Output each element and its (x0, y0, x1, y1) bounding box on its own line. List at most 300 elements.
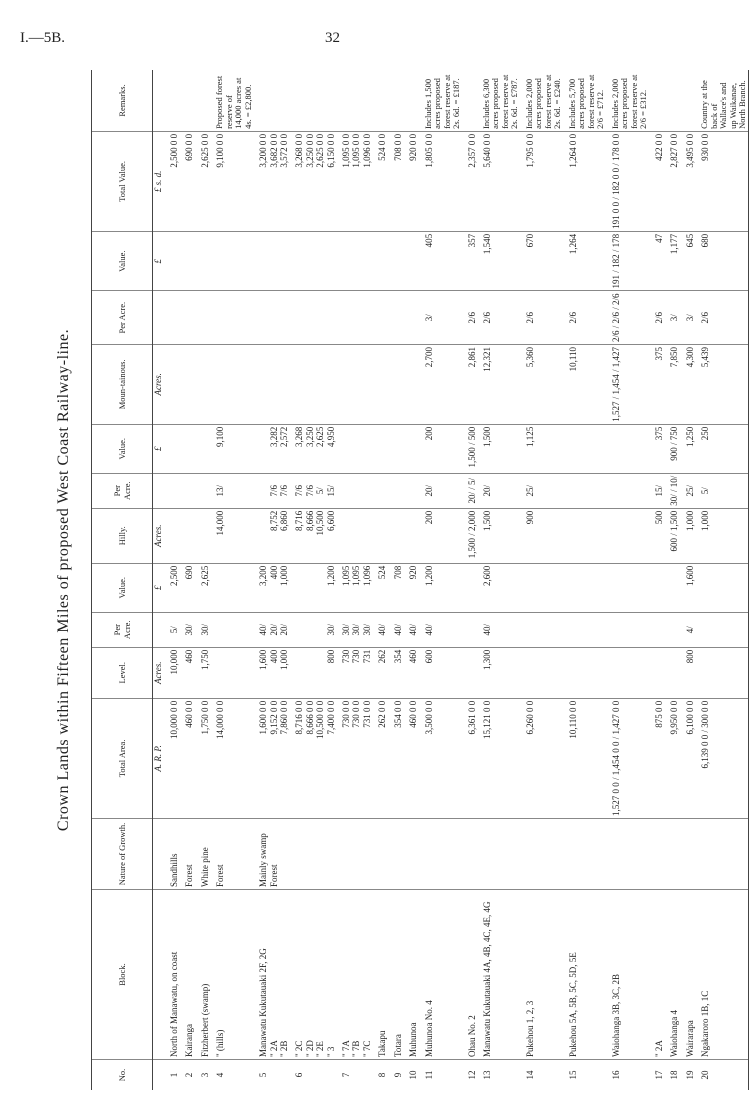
hilly-acres-cell: 10,500 (315, 508, 325, 563)
hilly-per-acre-cell: 25/ (520, 473, 563, 508)
growth-cell (279, 819, 289, 890)
hilly-per-acre-cell: 25/ (680, 473, 695, 508)
mountainous-acres-cell: 2,700 (419, 344, 462, 424)
total-value-cell: 920 0 0 (403, 131, 418, 231)
mount-per-acre-cell (336, 291, 351, 345)
mountainous-acres-cell (179, 344, 194, 424)
level-per-acre-cell: 40/ (419, 612, 462, 647)
remarks-cell (195, 70, 210, 131)
crown-lands-table (91, 70, 749, 1090)
mountainous-acres-cell (315, 344, 325, 424)
col-mount-per-acre-header: Per Acre. (92, 291, 153, 345)
block-name-cell: " 2B (279, 890, 289, 1060)
block-name-cell: " 2C (289, 890, 304, 1060)
total-value-cell: 708 0 0 (388, 131, 403, 231)
hilly-acres-cell: 8,716 (289, 508, 304, 563)
hilly-acres-cell: 1,500 / 2,000 (462, 508, 477, 563)
hilly-per-acre-cell: 20/ (419, 473, 462, 508)
hilly-value-cell (563, 424, 606, 473)
mountainous-acres-cell (289, 344, 304, 424)
hilly-per-acre-cell: 15/ (326, 473, 336, 508)
row-no-cell: 17 (653, 1070, 664, 1080)
total-value-cell: 2,827 0 0 (664, 131, 679, 231)
level-value-cell (462, 563, 477, 612)
level-value-cell: 1,096 (362, 563, 372, 612)
level-acres-cell (315, 647, 325, 698)
remarks-cell: Includes 1,500 acres proposed forest reserve at 2s. 6d. = £187. (419, 70, 462, 131)
remarks-cell (279, 70, 289, 131)
mountainous-acres-cell (305, 344, 315, 424)
hilly-per-acre-cell: 7/6 (289, 473, 304, 508)
table-row (695, 70, 748, 1090)
hilly-value-cell: 3,250 (305, 424, 315, 473)
table-row (269, 70, 279, 1090)
total-area-cell: 3,500 0 0 (419, 698, 462, 818)
total-value-cell: 690 0 0 (179, 131, 194, 231)
hilly-value-cell (606, 424, 649, 473)
level-per-acre-cell (210, 612, 253, 647)
level-acres-cell: 730 (336, 647, 351, 698)
block-name-cell: " 2D (305, 890, 315, 1060)
total-area-cell: 1,600 0 0 (253, 698, 268, 818)
table-row (164, 70, 179, 1090)
hilly-value-cell: 2,625 (315, 424, 325, 473)
hilly-value-cell (372, 424, 387, 473)
total-area-cell: 6,260 0 0 (520, 698, 563, 818)
mountainous-acres-cell (326, 344, 336, 424)
total-value-cell: 5,640 0 0 (477, 131, 520, 231)
mount-value-cell (388, 231, 403, 291)
level-per-acre-cell (462, 612, 477, 647)
hilly-acres-cell (179, 508, 194, 563)
level-per-acre-cell: 30/ (351, 612, 361, 647)
hilly-acres-cell: 8,752 (269, 508, 279, 563)
level-value-cell: 1,000 (279, 563, 289, 612)
block-name-cell: " 3 (326, 890, 336, 1060)
level-per-acre-cell (520, 612, 563, 647)
mount-per-acre-cell (403, 291, 418, 345)
level-value-cell: 1,200 (419, 563, 462, 612)
col-total-area-header: Total Area. (92, 698, 153, 818)
growth-cell (372, 819, 387, 890)
level-value-cell (210, 563, 253, 612)
mount-per-acre-cell (253, 291, 268, 345)
total-area-cell: 8,716 0 0 (289, 698, 304, 818)
table-row (372, 70, 387, 1090)
row-no-cell: 19 (684, 1070, 695, 1080)
remarks-cell (362, 70, 372, 131)
mount-value-cell (326, 231, 336, 291)
row-no-cell: 7 (341, 1072, 352, 1078)
level-value-cell: 2,625 (195, 563, 210, 612)
row-no-cell: 1 (169, 1072, 179, 1078)
col-mount-value-header: Value. (92, 231, 153, 291)
mountainous-acres-cell (210, 344, 253, 424)
hilly-per-acre-cell: 5/ (695, 473, 748, 508)
total-area-cell: 15,121 0 0 (477, 698, 520, 818)
level-per-acre-cell (606, 612, 649, 647)
remarks-cell (326, 70, 336, 131)
level-acres-cell: 600 (419, 647, 462, 698)
hilly-per-acre-cell (403, 473, 418, 508)
level-value-cell (664, 563, 679, 612)
total-area-cell: 730 0 0 (336, 698, 351, 818)
mountainous-acres-cell: 4,300 (680, 344, 695, 424)
mount-value-cell (269, 231, 279, 291)
level-per-acre-cell: 20/ (279, 612, 289, 647)
header-row (92, 70, 153, 1090)
col-level-header: Level. (92, 647, 153, 698)
level-value-cell (289, 563, 304, 612)
hilly-acres-cell (606, 508, 649, 563)
level-value-cell: 2,600 (477, 563, 520, 612)
row-no-cell (362, 1060, 372, 1091)
hilly-acres-cell (336, 508, 351, 563)
hilly-value-cell: 1,125 (520, 424, 563, 473)
remarks-cell (462, 70, 477, 131)
total-area-cell: 875 0 0 (649, 698, 664, 818)
mountainous-acres-cell (372, 344, 387, 424)
row-no-cell (305, 1060, 315, 1091)
total-area-cell: 460 0 0 (179, 698, 194, 818)
hilly-value-cell (253, 424, 268, 473)
table-row (210, 70, 253, 1090)
hilly-per-acre-cell (388, 473, 403, 508)
mount-value-cell (164, 231, 179, 291)
total-value-cell: 1,795 0 0 (520, 131, 563, 231)
block-name-cell: Pukehou 1, 2, 3 (520, 890, 563, 1060)
total-area-cell: 8,666 0 0 (305, 698, 315, 818)
growth-cell: Forest (269, 819, 279, 890)
block-name-cell: " 7C (362, 890, 372, 1060)
hilly-acres-cell: 6,860 (279, 508, 289, 563)
hilly-per-acre-cell (362, 473, 372, 508)
table-row (179, 70, 194, 1090)
hilly-acres-cell (372, 508, 387, 563)
total-value-cell: 1,095 0 0 (336, 131, 351, 231)
table-row (289, 70, 304, 1090)
mount-per-acre-cell (388, 291, 403, 345)
unit-cell (153, 819, 165, 890)
row-no-cell (315, 1060, 325, 1091)
mount-per-acre-cell (305, 291, 315, 345)
row-no-cell: 5 (258, 1072, 269, 1078)
row-no-cell: 10 (408, 1070, 419, 1080)
mount-value-cell (362, 231, 372, 291)
total-value-cell: 191 0 0 / 182 0 0 / 178 0 0 (606, 131, 649, 231)
total-area-cell: 6,100 0 0 (680, 698, 695, 818)
mount-value-cell: 670 (520, 231, 563, 291)
mount-per-acre-cell: 2/6 (695, 291, 748, 345)
block-name-cell: North of Manawatu, on coast (164, 890, 179, 1060)
row-no-cell (269, 1060, 279, 1091)
block-name-cell: Pukehou 5A, 5B, 5C, 5D, 5E (563, 890, 606, 1060)
level-acres-cell: 1,600 (253, 647, 268, 698)
remarks-cell (179, 70, 194, 131)
mount-value-cell (315, 231, 325, 291)
unit-cell (153, 291, 165, 345)
row-no-cell (279, 1060, 289, 1091)
hilly-value-cell: 1,500 / 500 (462, 424, 477, 473)
level-acres-cell (649, 647, 664, 698)
total-value-cell: 2,625 0 0 (315, 131, 325, 231)
mountainous-acres-cell (403, 344, 418, 424)
table-row (305, 70, 315, 1090)
level-per-acre-cell: 30/ (179, 612, 194, 647)
unit-cell: £ (153, 563, 165, 612)
growth-cell (477, 819, 520, 890)
level-per-acre-cell (649, 612, 664, 647)
remarks-cell: Includes 2,000 acres proposed forest reserve at 2/6 = £312. (606, 70, 649, 131)
total-value-cell: 3,268 0 0 (289, 131, 304, 231)
level-acres-cell (606, 647, 649, 698)
remarks-cell: Proposed forest reserve of 14,000 acres at 4s. = £2,800. (210, 70, 253, 131)
block-name-cell: Takapu (372, 890, 387, 1060)
hilly-acres-cell (253, 508, 268, 563)
total-value-cell: 3,682 0 0 (269, 131, 279, 231)
level-per-acre-cell: 40/ (388, 612, 403, 647)
table-row (606, 70, 649, 1090)
growth-cell (680, 819, 695, 890)
hilly-value-cell: 900 / 750 (664, 424, 679, 473)
level-value-cell: 1,200 (326, 563, 336, 612)
mount-per-acre-cell (279, 291, 289, 345)
block-name-cell: Waiohanga 3B, 3C, 2B (606, 890, 649, 1060)
growth-cell (351, 819, 361, 890)
remarks-cell (305, 70, 315, 131)
hilly-acres-cell: 1,000 (695, 508, 748, 563)
block-name-cell: " 7A (336, 890, 351, 1060)
mount-per-acre-cell: 2/6 (477, 291, 520, 345)
mount-value-cell (305, 231, 315, 291)
unit-cell: £ s. d. (153, 131, 165, 231)
total-value-cell: 2,625 0 0 (195, 131, 210, 231)
hilly-value-cell (336, 424, 351, 473)
total-value-cell: 524 0 0 (372, 131, 387, 231)
row-no-cell: 12 (466, 1070, 477, 1080)
mount-value-cell: 405 (419, 231, 462, 291)
mountainous-acres-cell: 1,527 / 1,454 / 1,427 (606, 344, 649, 424)
row-no-cell: 11 (423, 1070, 434, 1080)
total-value-cell: 9,100 0 0 (210, 131, 253, 231)
mount-per-acre-cell (362, 291, 372, 345)
level-acres-cell: 731 (362, 647, 372, 698)
row-no-cell: 3 (199, 1072, 210, 1078)
hilly-per-acre-cell: 20/ (477, 473, 520, 508)
level-per-acre-cell: 4/ (680, 612, 695, 647)
mount-per-acre-cell (269, 291, 279, 345)
mount-value-cell (403, 231, 418, 291)
mountainous-acres-cell (388, 344, 403, 424)
hilly-value-cell: 4,950 (326, 424, 336, 473)
hilly-acres-cell: 6,600 (326, 508, 336, 563)
total-area-cell: 1,750 0 0 (195, 698, 210, 818)
total-area-cell: 10,000 0 0 (164, 698, 179, 818)
row-no-cell: 18 (669, 1070, 680, 1080)
total-value-cell: 422 0 0 (649, 131, 664, 231)
table-row (462, 70, 477, 1090)
total-area-cell: 262 0 0 (372, 698, 387, 818)
row-no-cell: 2 (184, 1072, 195, 1078)
level-acres-cell: 1,300 (477, 647, 520, 698)
block-name-cell: Kairanga (179, 890, 194, 1060)
mount-value-cell (289, 231, 304, 291)
mount-value-cell (372, 231, 387, 291)
hilly-per-acre-cell: 13/ (210, 473, 253, 508)
hilly-value-cell: 375 (649, 424, 664, 473)
hilly-per-acre-cell: 5/ (315, 473, 325, 508)
total-area-cell: 6,361 0 0 (462, 698, 477, 818)
unit-cell: A. R. P. (153, 698, 165, 818)
hilly-value-cell: 250 (695, 424, 748, 473)
level-acres-cell (289, 647, 304, 698)
level-per-acre-cell: 30/ (336, 612, 351, 647)
mount-per-acre-cell: 2/6 (520, 291, 563, 345)
block-name-cell: Muhunoa (403, 890, 418, 1060)
level-per-acre-cell (289, 612, 304, 647)
hilly-per-acre-cell: 15/ (649, 473, 664, 508)
hilly-acres-cell: 500 (649, 508, 664, 563)
mount-value-cell: 191 / 182 / 178 (606, 231, 649, 291)
row-no-cell (326, 1060, 336, 1091)
unit-cell (153, 612, 165, 647)
document-reference: I.—5B. (20, 30, 65, 46)
hilly-acres-cell: 14,000 (210, 508, 253, 563)
level-value-cell: 1,600 (680, 563, 695, 612)
unit-cell: £ (153, 424, 165, 473)
row-no-cell: 20 (695, 1060, 748, 1091)
hilly-value-cell: 3,268 (289, 424, 304, 473)
hilly-per-acre-cell: 7/6 (269, 473, 279, 508)
growth-cell (664, 819, 679, 890)
total-value-cell: 3,495 0 0 (680, 131, 695, 231)
hilly-per-acre-cell (351, 473, 361, 508)
hilly-acres-cell: 200 (419, 508, 462, 563)
block-name-cell: " (hills) (210, 890, 253, 1060)
growth-cell (326, 819, 336, 890)
level-per-acre-cell: 30/ (362, 612, 372, 647)
hilly-value-cell: 2,572 (279, 424, 289, 473)
level-acres-cell (210, 647, 253, 698)
hilly-per-acre-cell (606, 473, 649, 508)
level-acres-cell: 1,750 (195, 647, 210, 698)
mount-per-acre-cell: 3/ (664, 291, 679, 345)
hilly-acres-cell (351, 508, 361, 563)
row-no-cell (351, 1060, 361, 1091)
level-acres-cell: 730 (351, 647, 361, 698)
block-name-cell: Fitzherbert (swamp) (195, 890, 210, 1060)
level-acres-cell: 354 (388, 647, 403, 698)
total-area-cell: 354 0 0 (388, 698, 403, 818)
hilly-per-acre-cell: 20/ / 5/ (462, 473, 477, 508)
level-value-cell: 3,200 (253, 563, 268, 612)
mountainous-acres-cell: 7,850 (664, 344, 679, 424)
col-no-header: No. (92, 1060, 153, 1091)
growth-cell (388, 819, 403, 890)
total-area-cell: 7,400 0 0 (326, 698, 336, 818)
level-value-cell (649, 563, 664, 612)
block-name-cell: " 7B (351, 890, 361, 1060)
level-per-acre-cell: 30/ (195, 612, 210, 647)
growth-cell (403, 819, 418, 890)
hilly-acres-cell: 8,666 (305, 508, 315, 563)
table-row (664, 70, 679, 1090)
level-value-cell: 920 (403, 563, 418, 612)
growth-cell: White pine (195, 819, 210, 890)
table-row (419, 70, 462, 1090)
mount-per-acre-cell (351, 291, 361, 345)
hilly-per-acre-cell (563, 473, 606, 508)
level-acres-cell: 400 (269, 647, 279, 698)
hilly-acres-cell: 600 / 1,500 (664, 508, 679, 563)
hilly-value-cell (403, 424, 418, 473)
growth-cell (649, 819, 664, 890)
unit-cell: £ (153, 231, 165, 291)
mount-per-acre-cell (315, 291, 325, 345)
hilly-value-cell: 3,282 (269, 424, 279, 473)
mount-per-acre-cell (195, 291, 210, 345)
block-name-cell: " 2E (315, 890, 325, 1060)
total-area-cell: 9,152 0 0 (269, 698, 279, 818)
mountainous-acres-cell: 10,110 (563, 344, 606, 424)
block-name-cell: Muhunoa No. 4 (419, 890, 462, 1060)
level-per-acre-cell: 5/ (164, 612, 179, 647)
table-row (477, 70, 520, 1090)
mount-per-acre-cell: 3/ (419, 291, 462, 345)
level-acres-cell (695, 647, 748, 698)
hilly-acres-cell: 1,500 (477, 508, 520, 563)
unit-cell (153, 70, 165, 131)
growth-cell (520, 819, 563, 890)
level-value-cell (563, 563, 606, 612)
table-row (195, 70, 210, 1090)
mount-value-cell: 1,177 (664, 231, 679, 291)
mount-per-acre-cell (372, 291, 387, 345)
total-area-cell: 9,950 0 0 (664, 698, 679, 818)
table-row (315, 70, 325, 1090)
growth-cell (362, 819, 372, 890)
block-name-cell: Totara (388, 890, 403, 1060)
table-row (388, 70, 403, 1090)
total-value-cell: 3,250 0 0 (305, 131, 315, 231)
mount-per-acre-cell: 2/6 (462, 291, 477, 345)
level-acres-cell (520, 647, 563, 698)
mount-per-acre-cell (326, 291, 336, 345)
mount-per-acre-cell: 2/6 / 2/6 / 2/6 (606, 291, 649, 345)
hilly-value-cell (179, 424, 194, 473)
level-acres-cell (664, 647, 679, 698)
hilly-acres-cell (164, 508, 179, 563)
col-total-value-header: Total Value. (92, 131, 153, 231)
total-area-cell: 731 0 0 (362, 698, 372, 818)
growth-cell (462, 819, 477, 890)
block-name-cell: Waiohanga 4 (664, 890, 679, 1060)
unit-cell: Acres. (153, 344, 165, 424)
growth-cell (289, 819, 304, 890)
remarks-cell: Country at the back of Wallace's and up Waikanae, North Branch. (695, 70, 748, 131)
total-area-cell: 14,000 0 0 (210, 698, 253, 818)
row-no-cell: 9 (392, 1072, 403, 1078)
table-row (680, 70, 695, 1090)
table-row (563, 70, 606, 1090)
unit-cell (153, 890, 165, 1060)
mountainous-acres-cell (279, 344, 289, 424)
total-area-cell: 1,527 0 0 / 1,454 0 0 / 1,427 0 0 (606, 698, 649, 818)
level-value-cell (606, 563, 649, 612)
level-value-cell: 1,095 (336, 563, 351, 612)
rotated-page-content (55, 70, 748, 1090)
mountainous-acres-cell: 375 (649, 344, 664, 424)
